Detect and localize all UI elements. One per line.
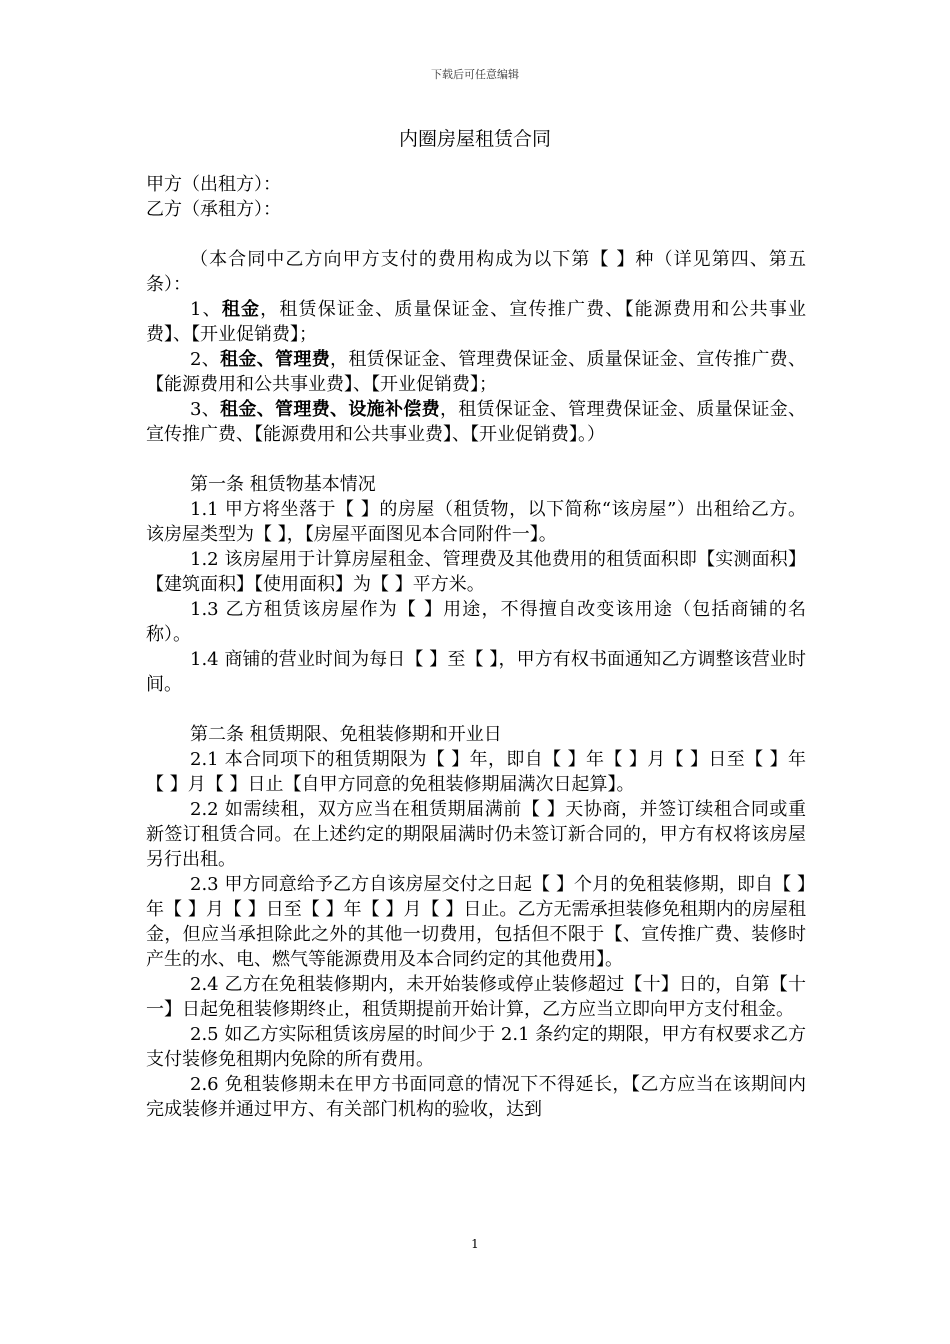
fee-option-2 — [146, 347, 806, 397]
clause-2-5: 2.5 如乙方实际租赁该房屋的时间少于 2.1 条约定的期限，甲方有权要求乙方支付装修免租期内免除的所有费用。 — [146, 1024, 806, 1070]
clause-2-4: 2.4 乙方在免租装修期内，未开始装修或停止装修超过【十】日的，自第【十一】日起免租装修期终止，租赁期提前开始计算，乙方应当立即向甲方支付租金。 — [146, 974, 806, 1020]
party-a-line: 甲方（出租方）： — [146, 174, 281, 195]
clause-1-1: 1.1 甲方将坐落于【 】的房屋（租赁物，以下简称“该房屋”）出租给乙方。该房屋类型为【 】，【房屋平面图见本合同附件一】。 — [146, 499, 806, 545]
fee-option-bold: 租金 — [221, 299, 261, 320]
clause-2-3: 2.3 甲方同意给予乙方自该房屋交付之日起【 】个月的免租装修期，即自【 】年【 】月【 】日至【 】年【 】月【 】日止。乙方无需承担装修免租期内的房屋租金，但应当承担除此之外的其他一切费用，包括但不限于【、宣传推广费、装修时产生的水、电、燃气等能源费用及本合同约定的其他费用】。 — [146, 874, 806, 970]
fee-option-text: ，租赁保证金、管理费保证金、质量保证金、宣传推广费、【能源费用和公共事业费】、【开业促销费】； — [146, 349, 807, 395]
fee-option-bold: 租金、管理费、设施补偿费 — [220, 399, 440, 420]
fee-option-number: 1、 — [190, 299, 222, 320]
fee-option-number: 3、 — [190, 399, 221, 420]
clause-2-2: 2.2 如需续租，双方应当在租赁期届满前【 】天协商，并签订续租合同或重新签订租赁合同。在上述约定的期限届满时仍未签订新合同的，甲方有权将该房屋另行出租。 — [146, 799, 806, 870]
fee-option-number: 2、 — [190, 349, 221, 370]
fee-option-text: ，租赁保证金、质量保证金、宣传推广费、【能源费用和公共事业费】、【开业促销费】； — [146, 299, 807, 345]
clause-2-6: 2.6 免租装修期未在甲方书面同意的情况下不得延长，【乙方应当在该期间内完成装修并通过甲方、有关部门机构的验收，达到 — [146, 1074, 806, 1120]
fee-option-text: ，租赁保证金、管理费保证金、质量保证金、宣传推广费、【能源费用和公共事业费】、【开业促销费】。） — [146, 399, 807, 445]
fee-intro-paragraph: （本合同中乙方向甲方支付的费用构成为以下第【 】种（详见第四、第五条）： — [146, 249, 806, 295]
fee-option-1 — [146, 297, 806, 347]
document-body — [146, 172, 806, 1122]
page-header-note: 下载后可任意编辑 — [431, 68, 519, 81]
article-2-heading: 第二条 租赁期限、免租装修期和开业日 — [190, 724, 502, 745]
page-number: 1 — [471, 1237, 479, 1251]
fee-option-3 — [146, 397, 806, 447]
party-b-line: 乙方（承租方）： — [146, 199, 281, 220]
clause-1-3: 1.3 乙方租赁该房屋作为【 】用途，不得擅自改变该用途（包括商铺的名称）。 — [146, 599, 806, 645]
clause-1-4: 1.4 商铺的营业时间为每日【 】至【 】，甲方有权书面通知乙方调整该营业时间。 — [146, 649, 806, 695]
clause-1-2: 1.2 该房屋用于计算房屋租金、管理费及其他费用的租赁面积即【实测面积】【建筑面积】【使用面积】为【 】平方米。 — [146, 549, 806, 595]
article-1-heading: 第一条 租赁物基本情况 — [190, 474, 376, 495]
clause-2-1: 2.1 本合同项下的租赁期限为【 】年，即自【 】年【 】月【 】日至【 】年【 】月【 】日止【自甲方同意的免租装修期届满次日起算】。 — [146, 749, 806, 795]
document-title: 内圈房屋租赁合同 — [398, 128, 551, 150]
fee-option-bold: 租金、管理费 — [220, 349, 331, 370]
